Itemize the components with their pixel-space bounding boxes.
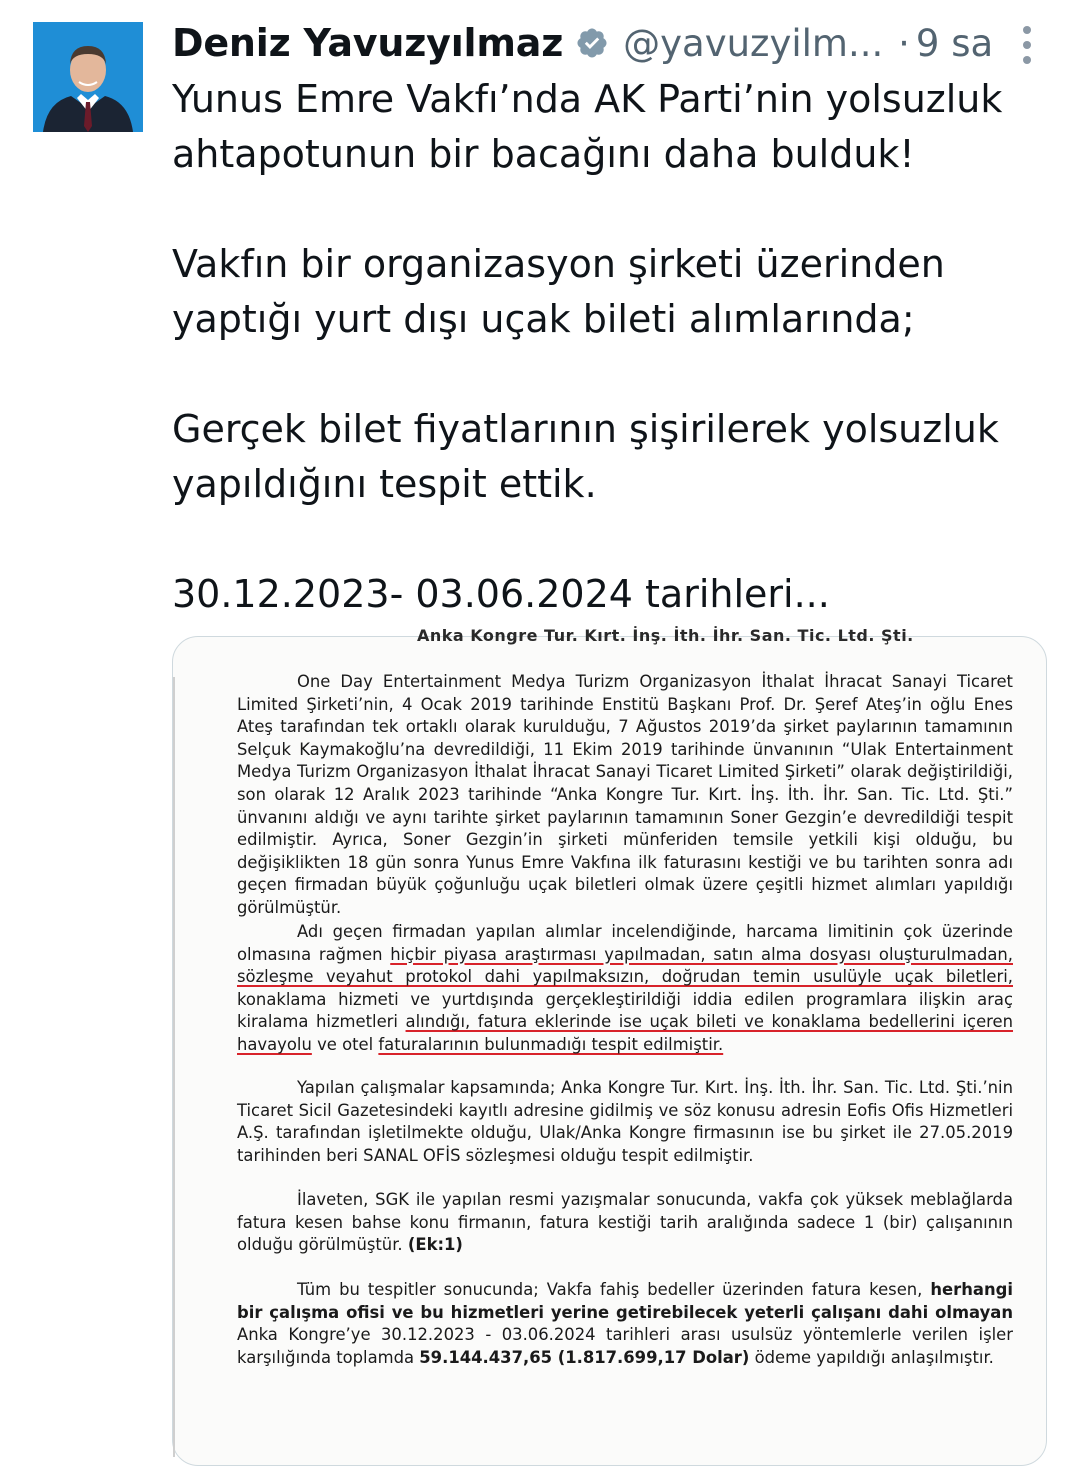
paragraph-text: ve otel <box>311 1034 379 1054</box>
avatar[interactable] <box>33 22 143 132</box>
document-paragraph <box>237 1279 1013 1369</box>
author-name[interactable]: Deniz Yavuzyılmaz <box>172 21 564 65</box>
paragraph-text: One Day Entertainment Medya Turizm Organizasyon İthalat İhracat Sanayi Ticaret Limited Şirketi’nin, 4 Ocak 2019 tarihinde Enstitü Başkanı Prof. Dr. Şeref Ateş’in oğlu Enes Ateş tarafından tek ortaklı olarak kurulduğu, 7 Ağustos 2019’da şirket paylarının tamamının Selçuk Kaymakoğlu’na devredildiği, 11 Ekim 2019 tarihinde ünvanının “Ulak Entertainment Medya Turizm Organizasyon İthalat İhracat Sanayi Ticaret Limited Şirketi” olarak değiştirildiği, son olarak 12 Aralık 2023 tarihinde “Anka Kongre Tur. Kırt. İnş. İth. İhr. San. Tic. Ltd. Şti.” ünvanını aldığı ve aynı tarihte şirket paylarının tamamının Soner Gezgin’e devredildiği tespit edilmiştir. Ayrıca, Soner Gezgin’in şirketi münferiden temsile yetkili kişi olduğu, bu değişiklikten 18 gün sonra Yunus Emre Vakfına ilk faturasını kestiği ve bu tarihten sonra adı geçen firmadan büyük çoğunluğu uçak biletleri olmak üzere çeşitli hizmet alımları yapıldığı görülmüştür. <box>237 672 1013 917</box>
tweet-line: Yunus Emre Vakfı’nda AK Parti’nin yolsuzluk ahtapotunun bir bacağını daha bulduk! <box>172 77 1003 176</box>
verified-badge-icon[interactable] <box>575 26 609 60</box>
paragraph-text: Anka Kongre’ye 30.12.2023 - 03.06.2024 tarihleri arası usulsüz yöntemlerle verilen işler karşılığında toplamda <box>237 1325 1013 1367</box>
tweet-text <box>172 72 1052 622</box>
document-paragraph <box>237 1189 1013 1257</box>
paragraph-text: konaklama hizmeti ve yurtdışında gerçekleştirildiği iddia edilen programlara ilişkin araç kiralama hizmetleri <box>237 989 1013 1032</box>
post-time[interactable]: 9 sa <box>915 21 994 65</box>
paragraph-text: Adı geçen firmadan yapılan alımlar incelendiğinde, harcama limitinin çok üzerinde olmasına rağmen <box>237 922 1013 964</box>
attached-document-image[interactable] <box>172 626 1047 1466</box>
paragraph-text: İlaveten, SGK ile yapılan resmi yazışmalar sonucunda, vakfa çok yüksek meblağlarda fatura kesen bahse konu firmanın, fatura kestiği tarih aralığında sadece 1 (bir) çalışanının olduğu görülmüştür. <box>237 1190 1013 1255</box>
document-cut-heading: Anka Kongre Tur. Kırt. İnş. İth. İhr. San. Tic. Ltd. Şti. <box>417 626 914 645</box>
tweet-line: Vakfın bir organizasyon şirketi üzerinden yaptığı yurt dışı uçak bileti alımlarında; <box>172 242 945 341</box>
tweet-line: Gerçek bilet fiyatlarının şişirilerek yolsuzluk yapıldığını tespit ettik. <box>172 407 999 506</box>
bold-text: herhangi bir çalışma ofisi ve bu hizmetleri yerine getirebilecek yeterli çalışanı dahi olmayan <box>237 1280 1013 1322</box>
highlighted-text: faturalarının bulunmadığı tespit edilmiştir. <box>378 1034 724 1054</box>
page-edge <box>173 677 175 1457</box>
document-paragraph <box>237 671 1013 920</box>
tweet-header <box>172 18 1040 68</box>
author-handle[interactable]: @yavuzyilm... <box>623 21 884 65</box>
payment-amount: 59.144.437,65 (1.817.699,17 Dolar) <box>419 1347 750 1367</box>
paragraph-text: ödeme yapıldığı anlaşılmıştır. <box>749 1347 994 1367</box>
avatar-photo-icon <box>33 22 143 132</box>
tweet-line: 30.12.2023- 03.06.2024 tarihleri... <box>172 572 830 616</box>
paragraph-text: Yapılan çalışmalar kapsamında; Anka Kongre Tur. Kırt. İnş. İth. İhr. San. Tic. Ltd. Şti.’nin Ticaret Sicil Gazetesindeki kayıtlı adresine gidilmiş ve söz konusu adresin Eofis Ofis Hizmetleri A.Ş. tarafından işletilmekte olduğu, Ulak/Anka Kongre firmasının ise bu şirket ile 27.05.2019 tarihinden beri SANAL OFİS sözleşmesi olduğu tespit edilmiştir. <box>237 1078 1013 1165</box>
separator-dot: · <box>898 21 910 65</box>
paragraph-text: Tüm bu tespitler sonucunda; Vakfa fahiş bedeller üzerinden fatura kesen, <box>297 1280 931 1299</box>
highlighted-text: hiçbir piyasa araştırması yapılmadan, satın alma dosyası oluşturulmadan, sözleşme veyahut protokol dahi yapılmaksızın, doğrudan temin usulüyle uçak biletleri, <box>237 944 1013 987</box>
document-paragraph <box>237 1077 1013 1167</box>
appendix-ref: (Ek:1) <box>407 1235 463 1255</box>
document-paragraph <box>237 921 1013 1057</box>
highlighted-text: alındığı, fatura eklerinde ise uçak bileti ve konaklama bedellerini içeren havayolu <box>237 1012 1014 1054</box>
more-vertical-icon[interactable] <box>1022 26 1032 68</box>
